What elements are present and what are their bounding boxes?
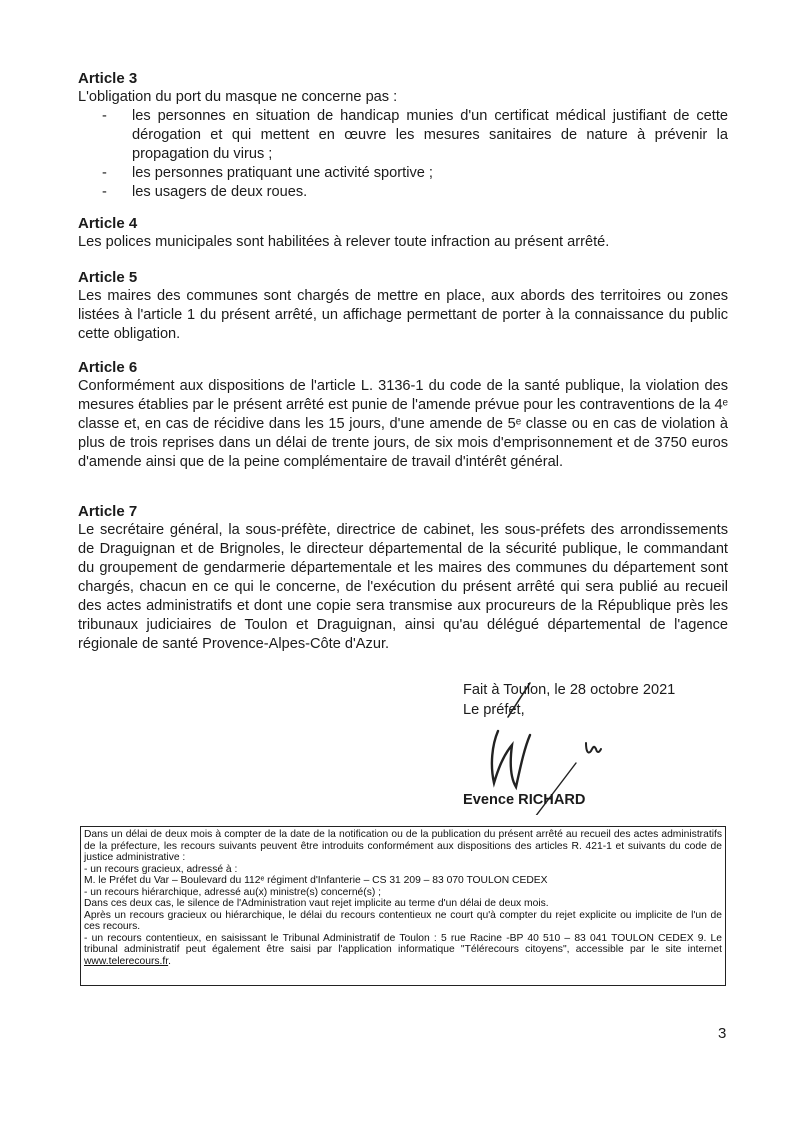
signature-role: Le préfet, xyxy=(463,702,525,718)
article-6-text: Conformément aux dispositions de l'article L. 3136-1 du code de la santé publique, la violation des mesures établies par le présent arrêté est punie de l'amende prévue pour les contraventions de la 4ᵉ classe et, en cas de récidive dans les 15 jours, d'une amende de 5ᵉ classe ou en cas de violation à plus de trois reprises dans un délai de trente jours, de six mois d'emprisonnement et de 3750 euros d'amende ainsi que de la peine complémentaire de travail d'intérêt général. xyxy=(78,378,728,470)
notice-after-recours: Après un recours gracieux ou hiérarchique, le délai du recours contentieux ne court qu'à compter du rejet explicite ou implicite de l'un de ces recours. xyxy=(84,909,722,932)
telerecours-link[interactable]: www.telerecours.fr xyxy=(84,955,169,967)
article-5-title: Article 5 xyxy=(78,269,138,286)
notice-item-hierarchique: - un recours hiérarchique, adressé au(x) ministre(s) concerné(s) ; xyxy=(84,886,382,898)
signatory-name: Evence RICHARD xyxy=(463,792,586,808)
article-7 xyxy=(78,503,728,654)
page-number: 3 xyxy=(718,1025,727,1042)
notice-item-contentieux xyxy=(84,933,722,968)
article-6 xyxy=(78,359,728,472)
notice-prefet-address: M. le Préfet du Var – Boulevard du 112ᵉ régiment d'Infanterie – CS 31 209 – 83 070 TOULON CEDEX xyxy=(84,875,548,886)
article-7-title: Article 7 xyxy=(78,503,138,520)
article-5-text: Les maires des communes sont chargés de mettre en place, aux abords des territoires ou zones listées à l'article 1 du présent arrêté, un affichage permettant de porter à la connaissance du public cette obligation. xyxy=(78,288,728,342)
notice-end-punct: . xyxy=(168,955,171,967)
list-item: - les personnes en situation de handicap munies d'un certificat médical justifiant de cette dérogation et qui mettent en œuvre les mesures sanitaires de nature à prévenir la propagation du virus ; xyxy=(78,107,728,164)
list-item: - les usagers de deux roues. xyxy=(78,183,728,202)
signature-place-date: Fait à Toulon, le 28 octobre 2021 xyxy=(463,682,676,698)
notice-silence: Dans ces deux cas, le silence de l'Administration vaut rejet implicite au terme d'un délai de deux mois. xyxy=(84,898,549,909)
article-4-text: Les polices municipales sont habilitées à relever toute infraction au présent arrêté. xyxy=(78,234,610,250)
article-3-title: Article 3 xyxy=(78,70,138,87)
article-3 xyxy=(78,70,728,202)
notice-item-gracieux: - un recours gracieux, adressé à : xyxy=(84,863,238,875)
notice-contentieux-text: - un recours contentieux, en saisissant le Tribunal Administratif de Toulon : 5 rue Racine -BP 40 510 – 83 041 TOULON CEDEX 9. Le tribunal administratif peut également être saisi par l'application informatique "Télérecours citoyens", accessible par le site internet xyxy=(84,932,722,955)
article-7-text: Le secrétaire général, la sous-préfète, directrice de cabinet, les sous-préfets des arrondissements de Draguignan et de Brignoles, le directeur départemental de la sécurité publique, le commandant du groupement de gendarmerie départementale et les maires des communes du département sont chargés, chacun en ce qui le concerne, de l'exécution du présent arrêté qui sera publié au recueil des actes administratifs et dont une copie sera transmise aux procureurs de la République près les tribunaux judiciaires de Toulon et Draguignan, ainsi qu'au délégué départemental de l'agence régionale de santé Provence-Alpes-Côte d'Azur. xyxy=(78,522,728,652)
article-3-list xyxy=(78,107,728,202)
article-5 xyxy=(78,269,728,344)
notice-intro: Dans un délai de deux mois à compter de la date de la notification ou de la publication du présent arrêté au recueil des actes administratifs de la préfecture, les recours suivants peuvent être introduits conformément aux dispositions des articles R. 421-1 et suivants du code de justice administrative : xyxy=(84,829,722,863)
legal-notice-box xyxy=(80,826,726,986)
article-4 xyxy=(78,215,728,252)
article-6-title: Article 6 xyxy=(78,359,138,376)
article-3-intro: L'obligation du port du masque ne concerne pas : xyxy=(78,89,398,105)
article-4-title: Article 4 xyxy=(78,215,138,232)
list-item: - les personnes pratiquant une activité sportive ; xyxy=(78,164,728,183)
